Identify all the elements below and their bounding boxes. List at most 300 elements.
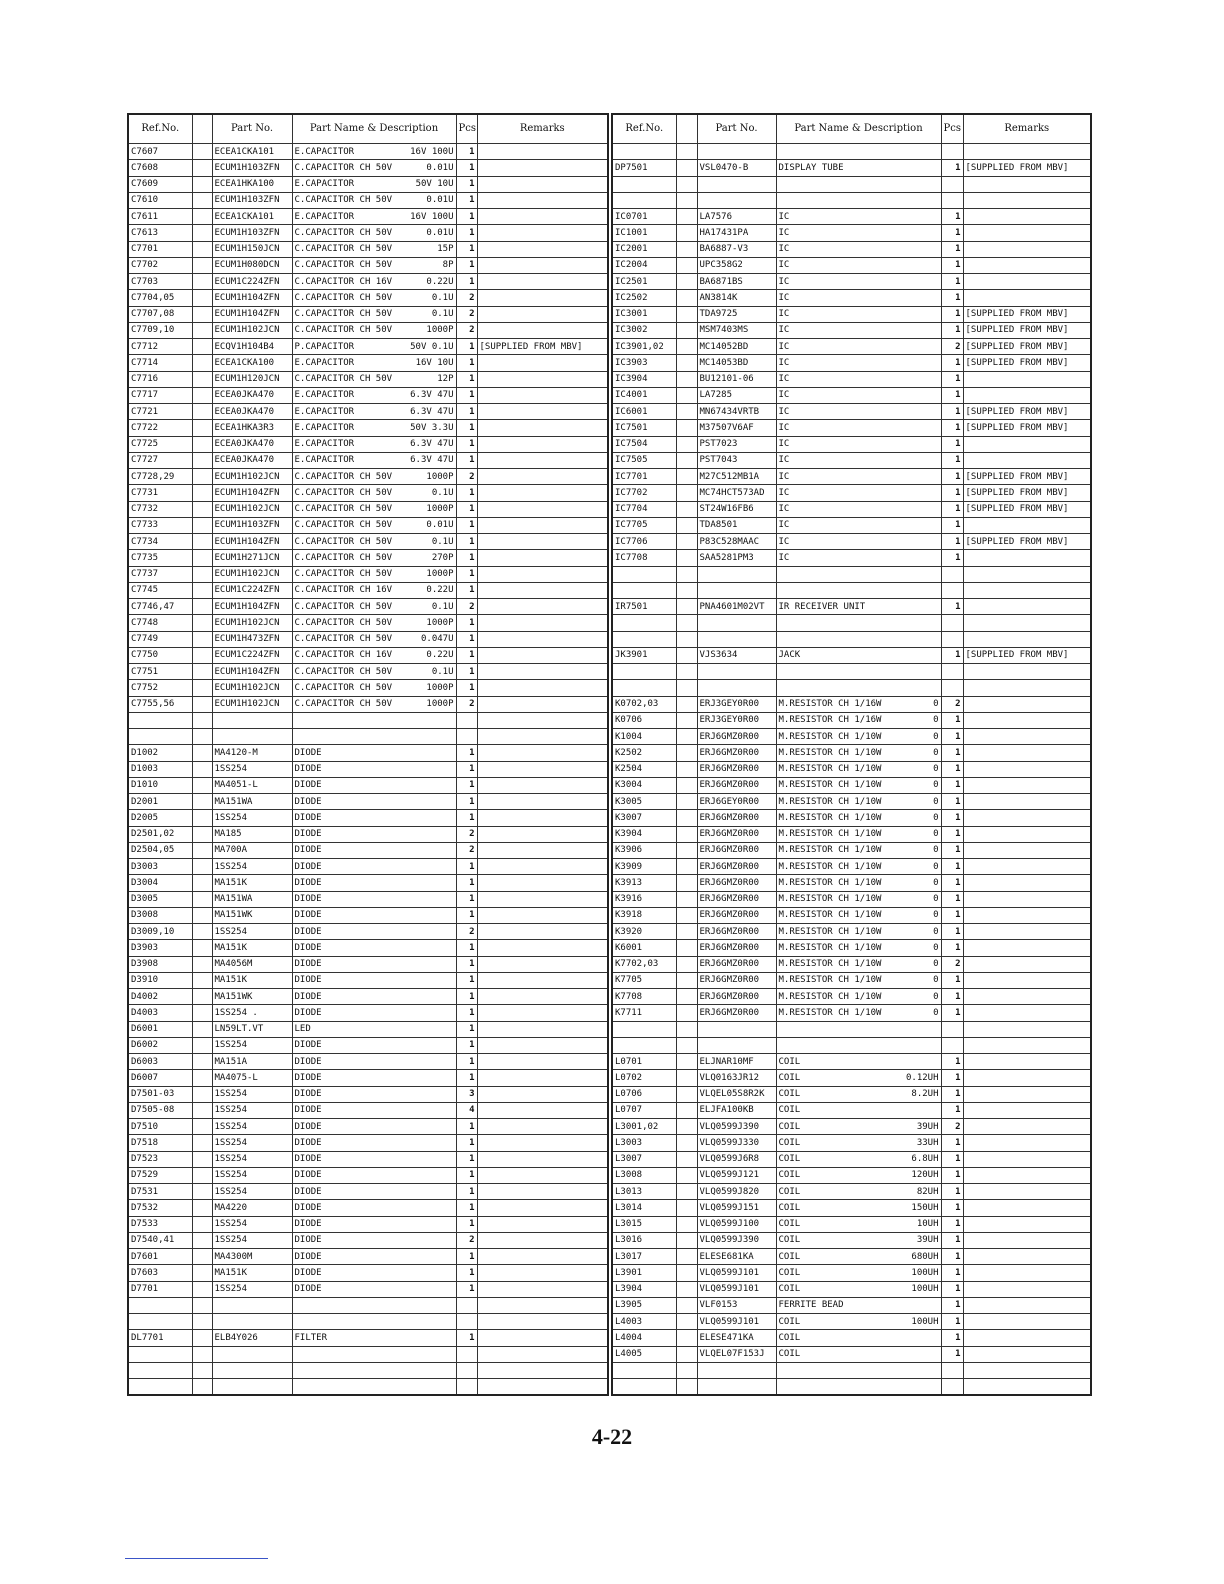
- part-no-cell: M37507V6AF: [697, 420, 776, 436]
- description-name: DIODE: [294, 829, 322, 840]
- ref-no-cell: C7751: [128, 664, 192, 680]
- blank-cell: [192, 777, 212, 793]
- description-spec: 0: [933, 812, 939, 823]
- blank-cell: [192, 1265, 212, 1281]
- description-name: DIODE: [294, 1219, 322, 1230]
- blank-cell: [192, 485, 212, 501]
- part-no-cell: MA151WK: [212, 989, 292, 1005]
- description-spec: 1000P: [426, 325, 454, 336]
- ref-no-cell: C7732: [128, 501, 192, 517]
- description-name: DIODE: [294, 1105, 322, 1116]
- remarks-cell: [477, 176, 608, 192]
- description-name: DIODE: [294, 894, 322, 905]
- description-cell: [776, 257, 941, 273]
- description-cell: [776, 745, 941, 761]
- description-cell: [776, 1379, 941, 1396]
- table-row: [128, 534, 608, 550]
- description-cell: [292, 1151, 456, 1167]
- ref-no-cell: K2504: [612, 761, 676, 777]
- description-spec: [451, 1250, 454, 1264]
- part-no-cell: ECUM1H102JCN: [212, 680, 292, 696]
- description-name: DIODE: [294, 1186, 322, 1197]
- description-name: COIL: [778, 1267, 801, 1278]
- table-row: [612, 1346, 1091, 1362]
- description-name: DIODE: [294, 1007, 322, 1018]
- ref-no-cell: C7746,47: [128, 599, 192, 615]
- remarks-cell: [477, 1297, 608, 1313]
- remarks-cell: [963, 1037, 1091, 1053]
- description-name: IC: [778, 552, 790, 563]
- description-name: C.CAPACITOR CH 50V: [294, 520, 393, 531]
- pcs-cell: 1: [941, 875, 963, 891]
- ref-no-cell: D7501-03: [128, 1086, 192, 1102]
- blank-cell: [676, 387, 697, 403]
- description-spec: 1000P: [426, 569, 454, 580]
- part-no-cell: [212, 729, 292, 745]
- description-name: C.CAPACITOR CH 50V: [294, 195, 393, 206]
- header-ref-no: Ref.No.: [612, 114, 676, 144]
- description-cell: [776, 972, 941, 988]
- description-name: IC: [778, 536, 790, 547]
- blank-cell: [676, 680, 697, 696]
- part-no-cell: [212, 1379, 292, 1396]
- description-spec: [936, 356, 939, 370]
- description-spec: 1000P: [426, 471, 454, 482]
- remarks-cell: [963, 956, 1091, 972]
- description-name: C.CAPACITOR CH 16V: [294, 276, 393, 287]
- ref-no-cell: IC7705: [612, 517, 676, 533]
- blank-cell: [676, 1281, 697, 1297]
- part-no-cell: MA4220: [212, 1200, 292, 1216]
- description-cell: [776, 826, 941, 842]
- description-cell: [776, 322, 941, 338]
- ref-no-cell: K7708: [612, 989, 676, 1005]
- description-spec: [936, 405, 939, 419]
- description-cell: [776, 1102, 941, 1118]
- remarks-cell: [477, 810, 608, 826]
- description-name: DIODE: [294, 1284, 322, 1295]
- description-name: IC: [778, 374, 790, 385]
- description-name: DIODE: [294, 1202, 322, 1213]
- description-spec: 8.2UH: [911, 1089, 939, 1100]
- description-name: DISPLAY TUBE: [778, 162, 844, 173]
- remarks-cell: [963, 1265, 1091, 1281]
- remarks-cell: [477, 241, 608, 257]
- blank-cell: [192, 696, 212, 712]
- ref-no-cell: K3906: [612, 842, 676, 858]
- ref-no-cell: [612, 631, 676, 647]
- ref-no-cell: L3008: [612, 1167, 676, 1183]
- description-name: E.CAPACITOR: [294, 422, 355, 433]
- description-cell: [776, 729, 941, 745]
- description-cell: [776, 1362, 941, 1378]
- blank-cell: [676, 1005, 697, 1021]
- part-no-cell: MA700A: [212, 842, 292, 858]
- blank-cell: [676, 209, 697, 225]
- table-row: [128, 452, 608, 468]
- blank-cell: [676, 826, 697, 842]
- table-row: [128, 1379, 608, 1396]
- description-cell: [776, 339, 941, 355]
- description-name: E.CAPACITOR: [294, 179, 355, 190]
- pcs-cell: 1: [456, 777, 477, 793]
- description-cell: [292, 1314, 456, 1330]
- blank-cell: [676, 664, 697, 680]
- remarks-cell: [477, 1265, 608, 1281]
- description-spec: [451, 1282, 454, 1296]
- part-no-cell: ECUM1H102JCN: [212, 501, 292, 517]
- table-row: [612, 387, 1091, 403]
- description-name: M.RESISTOR CH 1/10W: [778, 894, 882, 905]
- remarks-cell: [SUPPLIED FROM MBV]: [963, 404, 1091, 420]
- remarks-cell: [963, 989, 1091, 1005]
- blank-cell: [676, 452, 697, 468]
- description-spec: [451, 860, 454, 874]
- blank-cell: [192, 1314, 212, 1330]
- blank-cell: [192, 1281, 212, 1297]
- remarks-cell: [477, 160, 608, 176]
- description-cell: [292, 176, 456, 192]
- pcs-cell: 1: [456, 1054, 477, 1070]
- description-spec: 0: [933, 699, 939, 710]
- description-name: COIL: [778, 1137, 801, 1148]
- pcs-cell: 1: [941, 1135, 963, 1151]
- description-name: COIL: [778, 1219, 801, 1230]
- description-spec: 0.01U: [426, 227, 454, 238]
- pcs-cell: 1: [941, 972, 963, 988]
- description-name: COIL: [778, 1105, 801, 1116]
- pcs-cell: 1: [941, 1151, 963, 1167]
- description-name: C.CAPACITOR CH 50V: [294, 471, 393, 482]
- part-no-cell: MC74HCT573AD: [697, 485, 776, 501]
- description-cell: [776, 1086, 941, 1102]
- table-row: [128, 989, 608, 1005]
- remarks-cell: [477, 566, 608, 582]
- description-cell: [292, 599, 456, 615]
- table-row: [128, 1167, 608, 1183]
- ref-no-cell: IC3901,02: [612, 339, 676, 355]
- table-header-row: [612, 114, 1091, 144]
- part-no-cell: VLQEL07F153J: [697, 1346, 776, 1362]
- table-row: [612, 501, 1091, 517]
- table-row: [128, 1265, 608, 1281]
- description-spec: 0.22U: [426, 585, 454, 596]
- description-name: C.CAPACITOR CH 50V: [294, 536, 393, 547]
- table-row: [612, 956, 1091, 972]
- description-spec: 39UH: [916, 1235, 939, 1246]
- pcs-cell: 1: [941, 404, 963, 420]
- remarks-cell: [477, 1086, 608, 1102]
- pcs-cell: [941, 1379, 963, 1396]
- table-row: [128, 404, 608, 420]
- description-name: M.RESISTOR CH 1/10W: [778, 877, 882, 888]
- description-cell: [776, 810, 941, 826]
- description-cell: [292, 664, 456, 680]
- description-spec: [451, 1055, 454, 1069]
- description-spec: [451, 1120, 454, 1134]
- ref-no-cell: D7540,41: [128, 1232, 192, 1248]
- blank-cell: [192, 1102, 212, 1118]
- pcs-cell: 1: [456, 972, 477, 988]
- pcs-cell: 1: [456, 1021, 477, 1037]
- table-row: [128, 631, 608, 647]
- pcs-cell: 1: [941, 306, 963, 322]
- table-row: [128, 859, 608, 875]
- part-no-cell: ECEA1HKA100: [212, 176, 292, 192]
- description-spec: [451, 925, 454, 939]
- remarks-cell: [477, 1070, 608, 1086]
- remarks-cell: [477, 534, 608, 550]
- pcs-cell: 1: [941, 452, 963, 468]
- remarks-cell: [477, 306, 608, 322]
- description-spec: [451, 892, 454, 906]
- remarks-cell: [477, 1021, 608, 1037]
- table-row: [612, 745, 1091, 761]
- description-spec: [451, 1152, 454, 1166]
- blank-cell: [192, 322, 212, 338]
- description-cell: [776, 859, 941, 875]
- remarks-cell: [963, 517, 1091, 533]
- table-row: [612, 1070, 1091, 1086]
- description-name: E.CAPACITOR: [294, 357, 355, 368]
- part-no-cell: ECEA1CKA101: [212, 209, 292, 225]
- remarks-cell: [477, 582, 608, 598]
- remarks-cell: [963, 436, 1091, 452]
- table-row: [612, 1200, 1091, 1216]
- table-row: [128, 306, 608, 322]
- table-row: [128, 176, 608, 192]
- table-row: [612, 1314, 1091, 1330]
- part-no-cell: ECUM1H150JCN: [212, 241, 292, 257]
- description-cell: [776, 1119, 941, 1135]
- table-row: [612, 1330, 1091, 1346]
- table-row: [128, 1232, 608, 1248]
- table-row: [612, 452, 1091, 468]
- description-spec: 0: [933, 861, 939, 872]
- ref-no-cell: [612, 566, 676, 582]
- pcs-cell: 1: [456, 387, 477, 403]
- ref-no-cell: D7603: [128, 1265, 192, 1281]
- blank-cell: [676, 1330, 697, 1346]
- blank-cell: [676, 810, 697, 826]
- pcs-cell: 1: [456, 1005, 477, 1021]
- description-name: M.RESISTOR CH 1/10W: [778, 845, 882, 856]
- description-spec: [936, 210, 939, 224]
- blank-cell: [676, 1054, 697, 1070]
- pcs-cell: 1: [456, 420, 477, 436]
- pcs-cell: [941, 176, 963, 192]
- description-spec: 100UH: [911, 1267, 939, 1278]
- remarks-cell: [477, 1281, 608, 1297]
- blank-cell: [676, 1297, 697, 1313]
- pcs-cell: 1: [941, 290, 963, 306]
- description-cell: [292, 501, 456, 517]
- description-cell: [776, 1005, 941, 1021]
- pcs-cell: [941, 1021, 963, 1037]
- part-no-cell: 1SS254: [212, 1167, 292, 1183]
- description-name: E.CAPACITOR: [294, 439, 355, 450]
- table-row: [612, 225, 1091, 241]
- pcs-cell: [456, 729, 477, 745]
- ref-no-cell: [128, 1379, 192, 1396]
- remarks-cell: [963, 1281, 1091, 1297]
- part-no-cell: PST7043: [697, 452, 776, 468]
- remarks-cell: [477, 1184, 608, 1200]
- part-no-cell: [212, 1314, 292, 1330]
- remarks-cell: [477, 940, 608, 956]
- ref-no-cell: C7722: [128, 420, 192, 436]
- remarks-cell: [477, 387, 608, 403]
- ref-no-cell: [612, 144, 676, 160]
- table-row: [612, 761, 1091, 777]
- part-no-cell: ELESE681KA: [697, 1249, 776, 1265]
- pcs-cell: 1: [456, 1184, 477, 1200]
- description-cell: [292, 290, 456, 306]
- ref-no-cell: K7705: [612, 972, 676, 988]
- pcs-cell: 1: [941, 1281, 963, 1297]
- table-row: [612, 192, 1091, 208]
- remarks-cell: [477, 485, 608, 501]
- description-name: DIODE: [294, 1072, 322, 1083]
- description-cell: [776, 501, 941, 517]
- description-spec: [936, 372, 939, 386]
- table-row: [128, 1297, 608, 1313]
- description-name: C.CAPACITOR CH 50V: [294, 552, 393, 563]
- pcs-cell: 2: [456, 306, 477, 322]
- part-no-cell: 1SS254: [212, 1119, 292, 1135]
- ref-no-cell: [612, 1021, 676, 1037]
- ref-no-cell: [612, 1362, 676, 1378]
- ref-no-cell: D4002: [128, 989, 192, 1005]
- blank-cell: [192, 810, 212, 826]
- description-spec: [451, 908, 454, 922]
- blank-cell: [676, 501, 697, 517]
- table-row: [612, 1297, 1091, 1313]
- ref-no-cell: [128, 1346, 192, 1362]
- table-row: [128, 615, 608, 631]
- remarks-cell: [477, 355, 608, 371]
- description-name: DIODE: [294, 991, 322, 1002]
- part-no-cell: MA185: [212, 826, 292, 842]
- description-spec: 0.22U: [426, 276, 454, 287]
- part-no-cell: BU12101-06: [697, 371, 776, 387]
- description-cell: [776, 794, 941, 810]
- part-no-cell: VLQ0599J100: [697, 1216, 776, 1232]
- header-blank: [676, 114, 697, 144]
- description-cell: [292, 729, 456, 745]
- description-spec: 16V 100U: [410, 211, 454, 222]
- remarks-cell: [477, 290, 608, 306]
- pcs-cell: 1: [941, 599, 963, 615]
- description-spec: 6.3V 47U: [410, 390, 454, 401]
- pcs-cell: 1: [941, 1102, 963, 1118]
- table-row: [612, 404, 1091, 420]
- part-no-cell: MSM7403MS: [697, 322, 776, 338]
- pcs-cell: 2: [941, 339, 963, 355]
- blank-cell: [192, 1037, 212, 1053]
- blank-cell: [676, 940, 697, 956]
- description-name: M.RESISTOR CH 1/10W: [778, 926, 882, 937]
- remarks-cell: [963, 1346, 1091, 1362]
- description-name: M.RESISTOR CH 1/10W: [778, 910, 882, 921]
- description-spec: [936, 258, 939, 272]
- description-name: E.CAPACITOR: [294, 390, 355, 401]
- description-cell: [292, 144, 456, 160]
- part-no-cell: ERJ6GMZ0R00: [697, 924, 776, 940]
- ref-no-cell: IC7706: [612, 534, 676, 550]
- blank-cell: [676, 436, 697, 452]
- description-cell: [292, 550, 456, 566]
- description-cell: [776, 371, 941, 387]
- description-name: COIL: [778, 1235, 801, 1246]
- pcs-cell: 2: [456, 924, 477, 940]
- description-name: DIODE: [294, 861, 322, 872]
- ref-no-cell: [128, 1297, 192, 1313]
- description-spec: [451, 1038, 454, 1052]
- part-no-cell: MA151WK: [212, 907, 292, 923]
- table-row: [128, 566, 608, 582]
- table-row: [128, 1021, 608, 1037]
- remarks-cell: [963, 1330, 1091, 1346]
- description-name: C.CAPACITOR CH 50V: [294, 292, 393, 303]
- blank-cell: [192, 826, 212, 842]
- description-cell: [292, 1184, 456, 1200]
- ref-no-cell: K3004: [612, 777, 676, 793]
- ref-no-cell: C7745: [128, 582, 192, 598]
- description-cell: [292, 192, 456, 208]
- pcs-cell: [456, 1362, 477, 1378]
- description-spec: 0.1U: [431, 666, 454, 677]
- table-row: [128, 225, 608, 241]
- description-name: DIODE: [294, 796, 322, 807]
- part-no-cell: VLQ0163JR12: [697, 1070, 776, 1086]
- description-name: COIL: [778, 1316, 801, 1327]
- ref-no-cell: C7704,05: [128, 290, 192, 306]
- description-name: COIL: [778, 1349, 801, 1360]
- ref-no-cell: D7518: [128, 1135, 192, 1151]
- description-cell: [292, 859, 456, 875]
- description-name: IC: [778, 341, 790, 352]
- table-row: [128, 485, 608, 501]
- ref-no-cell: K6001: [612, 940, 676, 956]
- pcs-cell: 1: [941, 1249, 963, 1265]
- ref-no-cell: IC3001: [612, 306, 676, 322]
- part-no-cell: LA7285: [697, 387, 776, 403]
- remarks-cell: [963, 192, 1091, 208]
- part-no-cell: ECUM1H102JCN: [212, 322, 292, 338]
- description-cell: [776, 956, 941, 972]
- description-spec: [936, 226, 939, 240]
- ref-no-cell: [612, 680, 676, 696]
- pcs-cell: 1: [456, 452, 477, 468]
- table-row: [612, 826, 1091, 842]
- pcs-cell: [941, 144, 963, 160]
- remarks-cell: [477, 696, 608, 712]
- description-spec: 1000P: [426, 504, 454, 515]
- description-spec: 10UH: [916, 1219, 939, 1230]
- remarks-cell: [SUPPLIED FROM MBV]: [963, 160, 1091, 176]
- remarks-cell: [477, 1216, 608, 1232]
- part-no-cell: [697, 664, 776, 680]
- table-row: [128, 875, 608, 891]
- pcs-cell: 1: [941, 891, 963, 907]
- pcs-cell: 1: [456, 794, 477, 810]
- table-row: [128, 842, 608, 858]
- pcs-cell: [456, 1297, 477, 1313]
- pcs-cell: 2: [456, 1232, 477, 1248]
- description-cell: [776, 1151, 941, 1167]
- description-cell: [292, 826, 456, 842]
